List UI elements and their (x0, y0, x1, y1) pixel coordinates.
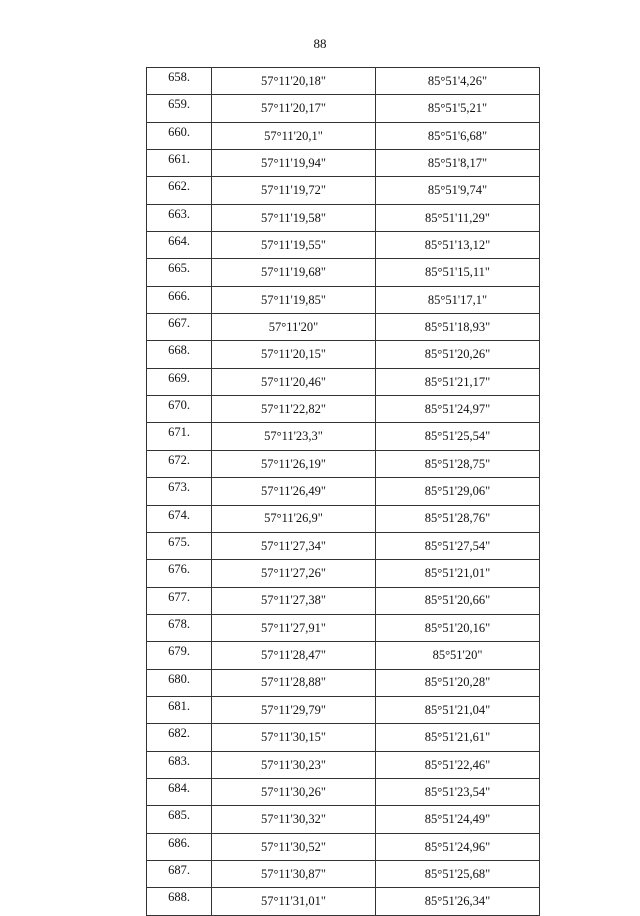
point-number-cell: 670. (147, 396, 212, 423)
point-number-cell: 684. (147, 778, 212, 805)
point-number-cell: 685. (147, 806, 212, 833)
latitude-cell: 57°11'28,47" (212, 642, 376, 669)
point-number-cell: 663. (147, 204, 212, 231)
latitude-cell: 57°11'19,94" (212, 150, 376, 177)
latitude-cell: 57°11'26,19" (212, 450, 376, 477)
longitude-cell: 85°51'5,21" (376, 95, 540, 122)
latitude-cell: 57°11'20,46" (212, 368, 376, 395)
latitude-cell: 57°11'20,17" (212, 95, 376, 122)
latitude-cell: 57°11'30,52" (212, 833, 376, 860)
point-number-cell: 687. (147, 860, 212, 887)
table-row (147, 833, 540, 860)
table-row (147, 259, 540, 286)
latitude-cell: 57°11'30,87" (212, 860, 376, 887)
longitude-cell: 85°51'20" (376, 642, 540, 669)
longitude-cell: 85°51'9,74" (376, 177, 540, 204)
latitude-cell: 57°11'28,88" (212, 669, 376, 696)
point-number-cell: 676. (147, 560, 212, 587)
longitude-cell: 85°51'21,17" (376, 368, 540, 395)
latitude-cell: 57°11'30,26" (212, 778, 376, 805)
table-row (147, 368, 540, 395)
table-row (147, 505, 540, 532)
point-number-cell: 683. (147, 751, 212, 778)
table-row (147, 614, 540, 641)
table-row (147, 642, 540, 669)
table-row (147, 478, 540, 505)
longitude-cell: 85°51'20,66" (376, 587, 540, 614)
latitude-cell: 57°11'31,01" (212, 888, 376, 915)
longitude-cell: 85°51'23,54" (376, 778, 540, 805)
coordinates-table-body (147, 68, 540, 916)
table-row (147, 860, 540, 887)
table-row (147, 341, 540, 368)
latitude-cell: 57°11'23,3" (212, 423, 376, 450)
point-number-cell: 680. (147, 669, 212, 696)
latitude-cell: 57°11'26,49" (212, 478, 376, 505)
point-number-cell: 672. (147, 450, 212, 477)
point-number-cell: 664. (147, 232, 212, 259)
latitude-cell: 57°11'19,55" (212, 232, 376, 259)
longitude-cell: 85°51'11,29" (376, 204, 540, 231)
latitude-cell: 57°11'29,79" (212, 696, 376, 723)
point-number-cell: 659. (147, 95, 212, 122)
table-row (147, 286, 540, 313)
table-row (147, 587, 540, 614)
longitude-cell: 85°51'13,12" (376, 232, 540, 259)
latitude-cell: 57°11'27,26" (212, 560, 376, 587)
table-row (147, 669, 540, 696)
latitude-cell: 57°11'22,82" (212, 396, 376, 423)
longitude-cell: 85°51'21,61" (376, 724, 540, 751)
point-number-cell: 688. (147, 888, 212, 915)
table-row (147, 95, 540, 122)
table-row (147, 560, 540, 587)
latitude-cell: 57°11'30,32" (212, 806, 376, 833)
point-number-cell: 673. (147, 478, 212, 505)
point-number-cell: 668. (147, 341, 212, 368)
point-number-cell: 666. (147, 286, 212, 313)
latitude-cell: 57°11'20,1" (212, 122, 376, 149)
longitude-cell: 85°51'24,97" (376, 396, 540, 423)
point-number-cell: 675. (147, 532, 212, 559)
table-row (147, 122, 540, 149)
point-number-cell: 660. (147, 122, 212, 149)
point-number-cell: 665. (147, 259, 212, 286)
longitude-cell: 85°51'20,26" (376, 341, 540, 368)
point-number-cell: 661. (147, 150, 212, 177)
longitude-cell: 85°51'24,96" (376, 833, 540, 860)
table-row (147, 314, 540, 341)
point-number-cell: 679. (147, 642, 212, 669)
table-row (147, 150, 540, 177)
longitude-cell: 85°51'8,17" (376, 150, 540, 177)
table-row (147, 696, 540, 723)
point-number-cell: 669. (147, 368, 212, 395)
point-number-cell: 678. (147, 614, 212, 641)
longitude-cell: 85°51'25,54" (376, 423, 540, 450)
table-row (147, 450, 540, 477)
latitude-cell: 57°11'20,18" (212, 68, 376, 95)
point-number-cell: 671. (147, 423, 212, 450)
table-row (147, 532, 540, 559)
point-number-cell: 686. (147, 833, 212, 860)
point-number-cell: 681. (147, 696, 212, 723)
coordinates-table (146, 67, 540, 916)
latitude-cell: 57°11'20,15" (212, 341, 376, 368)
latitude-cell: 57°11'19,72" (212, 177, 376, 204)
point-number-cell: 667. (147, 314, 212, 341)
table-row (147, 68, 540, 95)
table-row (147, 888, 540, 915)
longitude-cell: 85°51'26,34" (376, 888, 540, 915)
longitude-cell: 85°51'24,49" (376, 806, 540, 833)
table-row (147, 751, 540, 778)
longitude-cell: 85°51'21,01" (376, 560, 540, 587)
latitude-cell: 57°11'26,9" (212, 505, 376, 532)
point-number-cell: 658. (147, 68, 212, 95)
longitude-cell: 85°51'25,68" (376, 860, 540, 887)
latitude-cell: 57°11'27,91" (212, 614, 376, 641)
table-row (147, 778, 540, 805)
point-number-cell: 662. (147, 177, 212, 204)
table-row (147, 724, 540, 751)
longitude-cell: 85°51'28,75" (376, 450, 540, 477)
latitude-cell: 57°11'30,23" (212, 751, 376, 778)
table-row (147, 177, 540, 204)
longitude-cell: 85°51'17,1" (376, 286, 540, 313)
latitude-cell: 57°11'19,58" (212, 204, 376, 231)
longitude-cell: 85°51'20,16" (376, 614, 540, 641)
table-row (147, 232, 540, 259)
latitude-cell: 57°11'19,68" (212, 259, 376, 286)
table-row (147, 396, 540, 423)
latitude-cell: 57°11'20" (212, 314, 376, 341)
page-number: 88 (313, 36, 327, 51)
longitude-cell: 85°51'4,26" (376, 68, 540, 95)
latitude-cell: 57°11'27,34" (212, 532, 376, 559)
longitude-cell: 85°51'20,28" (376, 669, 540, 696)
latitude-cell: 57°11'19,85" (212, 286, 376, 313)
table-row (147, 204, 540, 231)
longitude-cell: 85°51'21,04" (376, 696, 540, 723)
longitude-cell: 85°51'28,76" (376, 505, 540, 532)
longitude-cell: 85°51'15,11" (376, 259, 540, 286)
longitude-cell: 85°51'18,93" (376, 314, 540, 341)
point-number-cell: 682. (147, 724, 212, 751)
point-number-cell: 677. (147, 587, 212, 614)
longitude-cell: 85°51'22,46" (376, 751, 540, 778)
latitude-cell: 57°11'30,15" (212, 724, 376, 751)
table-row (147, 423, 540, 450)
point-number-cell: 674. (147, 505, 212, 532)
longitude-cell: 85°51'27,54" (376, 532, 540, 559)
latitude-cell: 57°11'27,38" (212, 587, 376, 614)
longitude-cell: 85°51'6,68" (376, 122, 540, 149)
table-row (147, 806, 540, 833)
longitude-cell: 85°51'29,06" (376, 478, 540, 505)
